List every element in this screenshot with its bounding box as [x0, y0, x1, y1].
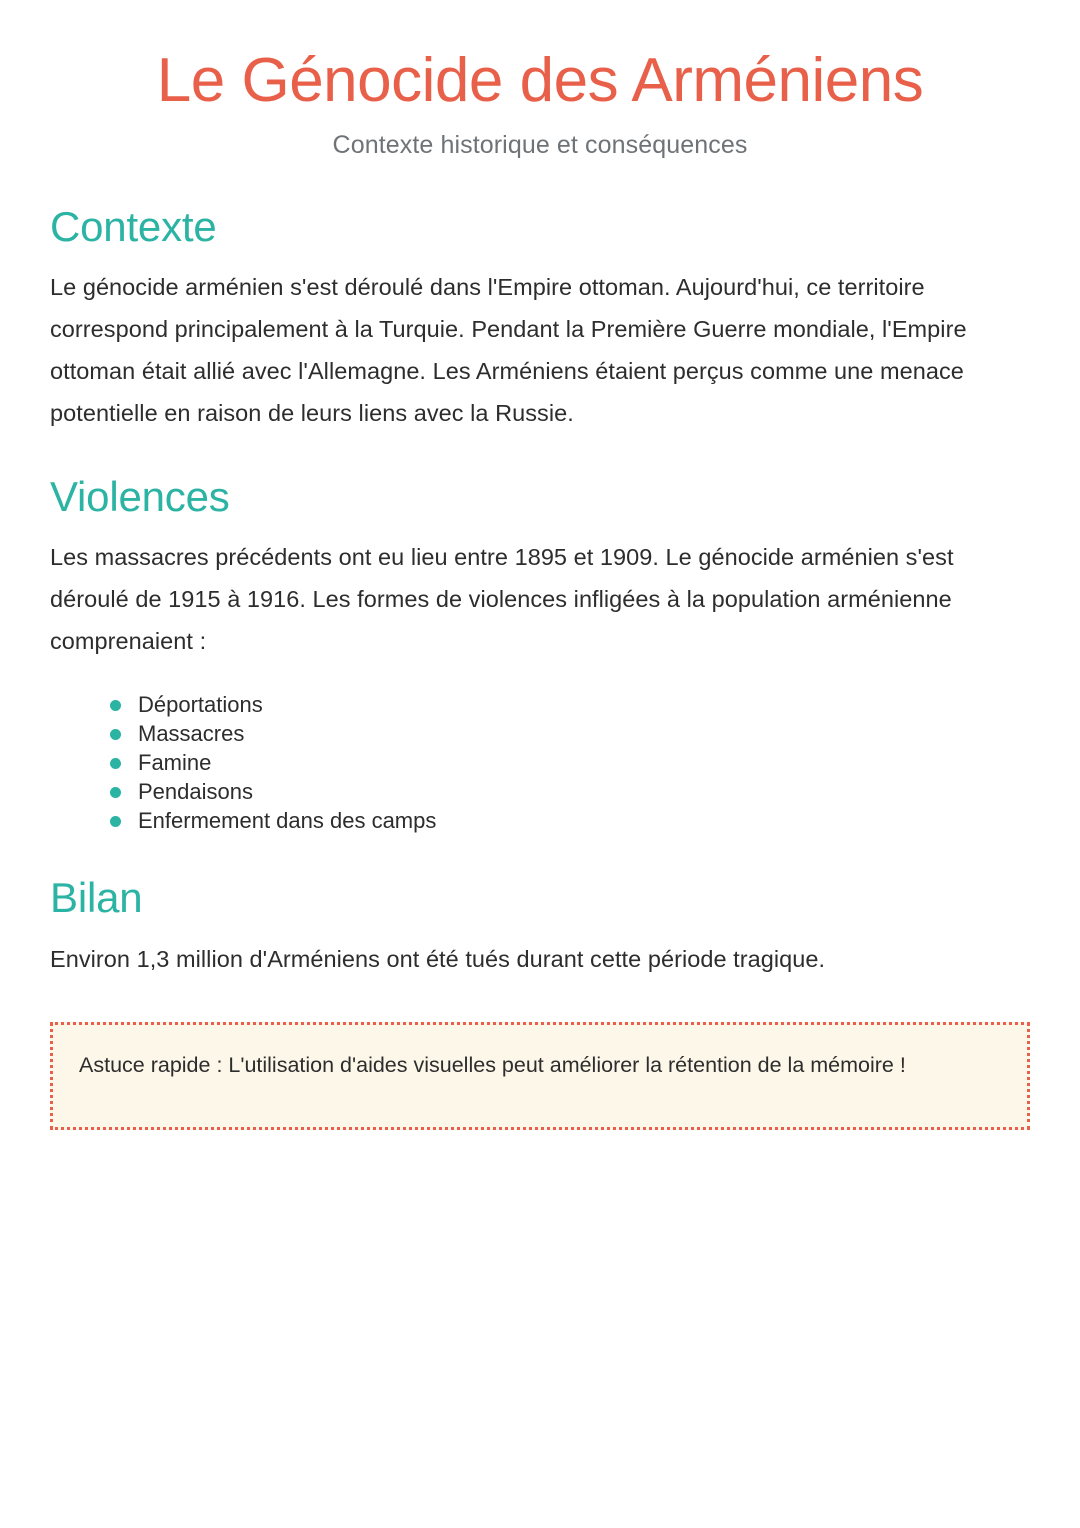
- page-title: Le Génocide des Arméniens: [156, 46, 924, 115]
- list-item: [110, 806, 1030, 835]
- section-contexte: [50, 204, 1030, 434]
- list-item-label: Famine: [138, 750, 212, 776]
- bullet-dot-icon: [110, 729, 121, 740]
- list-item: [110, 748, 1030, 777]
- violences-bullet-list: [50, 690, 1030, 835]
- bullet-dot-icon: [110, 816, 121, 827]
- list-item-label: Enfermement dans des camps: [138, 808, 437, 834]
- list-item: [110, 719, 1030, 748]
- section-heading-contexte: Contexte: [50, 203, 217, 251]
- tip-callout-text: Astuce rapide : L'utilisation d'aides visuelles peut améliorer la rétention de la mémoire !: [79, 1052, 906, 1077]
- list-item: [110, 777, 1030, 806]
- bullet-dot-icon: [110, 700, 121, 711]
- list-item-label: Déportations: [138, 692, 263, 718]
- page-subtitle: Contexte historique et conséquences: [332, 131, 748, 160]
- bullet-dot-icon: [110, 758, 121, 769]
- tip-callout-box: [50, 1022, 1030, 1130]
- section-paragraph-contexte: Le génocide arménien s'est déroulé dans l'Empire ottoman. Aujourd'hui, ce territoire correspond principalement à la Turquie. Pendant la Première Guerre mondiale, l'Empire ottoman était allié avec l'Allemagne. Les Arméniens étaient perçus comme une menace potentielle en raison de leurs liens avec la Russie.: [50, 274, 967, 427]
- section-violences: [50, 474, 1030, 835]
- document-header: [0, 0, 1080, 160]
- list-item: [110, 690, 1030, 719]
- bottom-spacer: [50, 1130, 1030, 1131]
- bullet-dot-icon: [110, 787, 121, 798]
- list-item-label: Massacres: [138, 721, 245, 747]
- section-heading-violences: Violences: [50, 473, 230, 521]
- document-content: [0, 204, 1080, 1131]
- section-paragraph-bilan: Environ 1,3 million d'Arméniens ont été tués durant cette période tragique.: [50, 945, 826, 972]
- section-heading-bilan: Bilan: [50, 874, 143, 922]
- section-paragraph-violences: Les massacres précédents ont eu lieu entre 1895 et 1909. Le génocide arménien s'est déroulé de 1915 à 1916. Les formes de violences infligées à la population arménienne comprenaient :: [50, 544, 954, 655]
- section-bilan: [50, 875, 1030, 979]
- list-item-label: Pendaisons: [138, 779, 253, 805]
